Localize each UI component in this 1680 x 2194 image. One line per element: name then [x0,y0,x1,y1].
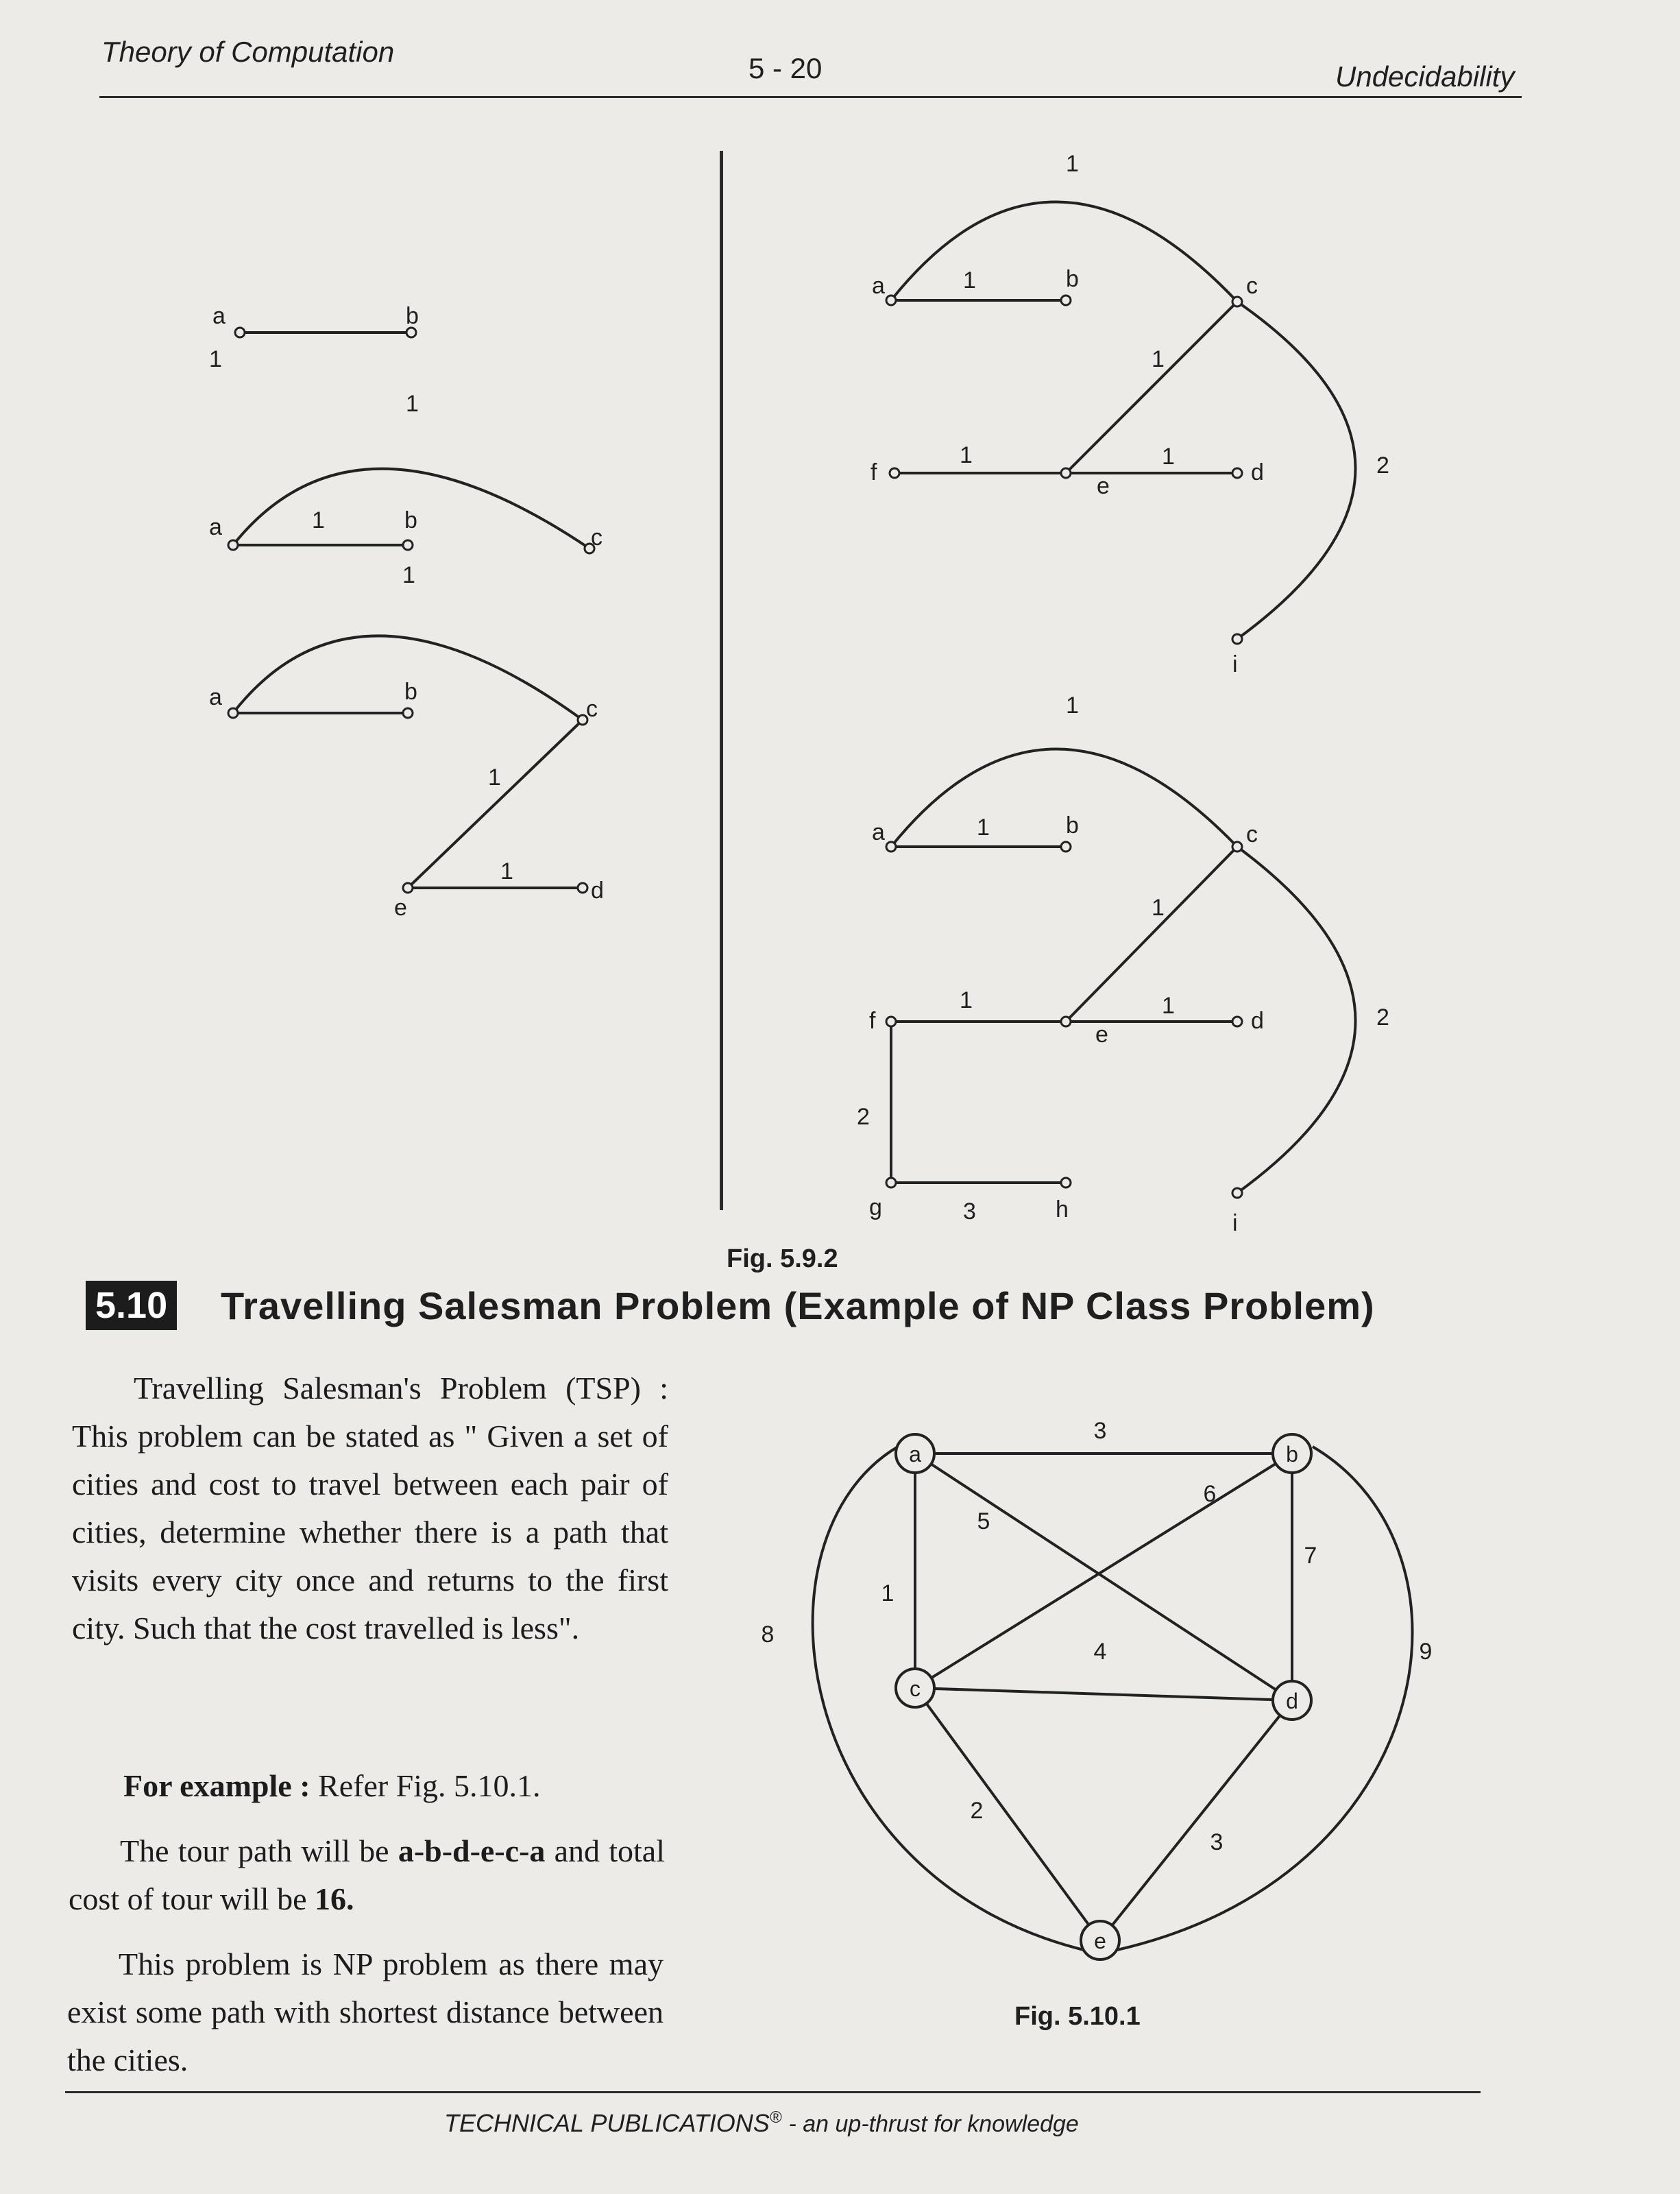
registered-mark: ® [769,2108,782,2127]
tour-cost: 16. [315,1881,354,1916]
fig592-s4-vertex-i: i [1232,651,1238,677]
tsp-node-b: b [1286,1442,1298,1467]
fig592-s1-weight-ab: 1 [209,346,222,372]
fig592-s4-weight-ac: 1 [1066,151,1079,177]
tsp-weight-cd: 4 [1093,1639,1107,1665]
fig592-s2-vertex-b: b [404,507,417,533]
fig592-s4-weight-fe: 1 [960,442,973,468]
fig592-s2-weight-ab: 1 [312,507,325,533]
fig592-s4-vertex-b: b [1066,266,1079,292]
tsp-weight-de: 3 [1210,1829,1224,1855]
fig592-s5-weight-ci: 2 [1376,1004,1389,1030]
fig592-s4-vertex-c: c [1246,273,1258,299]
fig592-s5-weight-ac: 1 [1066,692,1079,719]
running-header-left: Theory of Computation [101,36,395,68]
paragraph-tour-path [69,1827,665,1923]
tsp-weight-be: 9 [1419,1639,1433,1665]
tsp-node-c: c [910,1676,921,1701]
fig592-s3-vertex-a: a [209,684,222,710]
tsp-weight-ac: 1 [881,1580,894,1606]
fig592-s4-weight-ce: 1 [1152,346,1165,372]
fig592-s4-vertex-e: e [1097,473,1110,499]
fig592-s3-weight-ac: 1 [488,764,501,791]
tsp-weight-bd: 7 [1304,1543,1317,1569]
tsp-node-a: a [909,1442,921,1467]
fig592-s5-vertex-e: e [1095,1022,1108,1048]
fig592-s5-vertex-d: d [1251,1008,1264,1034]
fig592-s3-weight-ab: 1 [402,562,415,588]
paragraph-tsp-definition: Travelling Salesman's Problem (TSP) : This problem can be stated as " Given a set of cities and cost to travel between each pair of cities, determine whether there is a path that visits every city once and returns to the first city. Such that the cost travelled is less". [72,1371,668,1646]
fig592-s3-weight-ce: 1 [500,858,513,884]
fig592-s5-weight-fe: 1 [960,987,973,1013]
tsp-weight-ce: 2 [970,1798,984,1824]
fig592-s5-vertex-b: b [1066,812,1079,839]
running-header-right: Undecidability [1335,60,1515,93]
fig592-s3-vertex-b: b [404,679,417,705]
fig592-s4-weight-ed: 1 [1162,444,1175,470]
paragraph-example [72,1762,668,1810]
paragraph-np-note: This problem is NP problem as there may exist some path with shortest distance between the cities. [67,1946,664,2077]
fig592-s3-vertex-e: e [394,895,407,921]
publisher-tagline: - an up-thrust for knowledge [788,2111,1079,2137]
fig592-s5-weight-gh: 3 [963,1198,976,1225]
tour-path-text-2: and total cost of tour will be [69,1833,665,1916]
fig592-s3-vertex-d: d [591,878,604,904]
fig592-s4-weight-ci: 2 [1376,453,1389,479]
fig592-s5-vertex-i: i [1232,1210,1238,1236]
footer-publisher [444,2108,1079,2138]
section-title: Travelling Salesman Problem (Example of NP Class Problem) [221,1284,1375,1327]
tour-path-text-1: The tour path will be [120,1833,389,1868]
fig592-s4-weight-ab: 1 [963,267,976,293]
fig-5-9-2-caption: Fig. 5.9.2 [727,1244,838,1273]
publisher-name: TECHNICAL PUBLICATIONS [444,2109,770,2137]
fig592-s2-weight-ac: 1 [406,391,419,417]
fig592-s5-vertex-f: f [869,1008,876,1034]
fig592-s2-vertex-c: c [591,525,602,551]
page-number: 5 - 20 [748,52,823,84]
fig592-s5-vertex-c: c [1246,821,1258,847]
tsp-weight-ad: 5 [977,1508,990,1534]
fig592-s4-vertex-a: a [872,273,885,299]
fig592-s5-weight-ce: 1 [1152,895,1165,921]
tour-path: a-b-d-e-c-a [398,1833,546,1868]
tsp-node-d: d [1286,1689,1298,1713]
fig592-step-5 [891,749,1356,1194]
footer-rule [65,2091,1481,2093]
section-number: 5.10 [86,1281,177,1330]
fig592-s4-vertex-d: d [1251,459,1264,485]
tsp-node-e: e [1094,1929,1106,1953]
fig592-s5-weight-fg: 2 [857,1104,870,1130]
example-reference: Refer Fig. 5.10.1. [318,1768,541,1803]
tsp-weight-cb: 6 [1203,1481,1217,1507]
fig592-s4-vertex-f: f [871,459,877,485]
fig592-s5-weight-ab: 1 [977,815,990,841]
fig592-step-4 [891,202,1356,639]
fig592-s5-vertex-a: a [872,819,885,845]
fig592-s5-vertex-h: h [1056,1196,1069,1222]
fig-5-10-1 [720,1399,1508,2029]
fig592-s2-vertex-a: a [209,514,222,540]
fig592-s5-vertex-g: g [869,1194,882,1220]
fig592-s5-weight-ed: 1 [1162,993,1175,1019]
tsp-weight-ae: 8 [761,1622,775,1648]
fig592-s1-vertex-b: b [406,303,419,329]
fig592-s3-vertex-c: c [586,696,598,722]
fig592-step-3 [233,636,583,888]
tsp-weight-ab: 3 [1093,1418,1107,1444]
example-label: For example : [123,1768,311,1803]
fig592-s1-vertex-a: a [212,303,226,329]
fig-5-10-1-caption: Fig. 5.10.1 [1014,2002,1141,2031]
